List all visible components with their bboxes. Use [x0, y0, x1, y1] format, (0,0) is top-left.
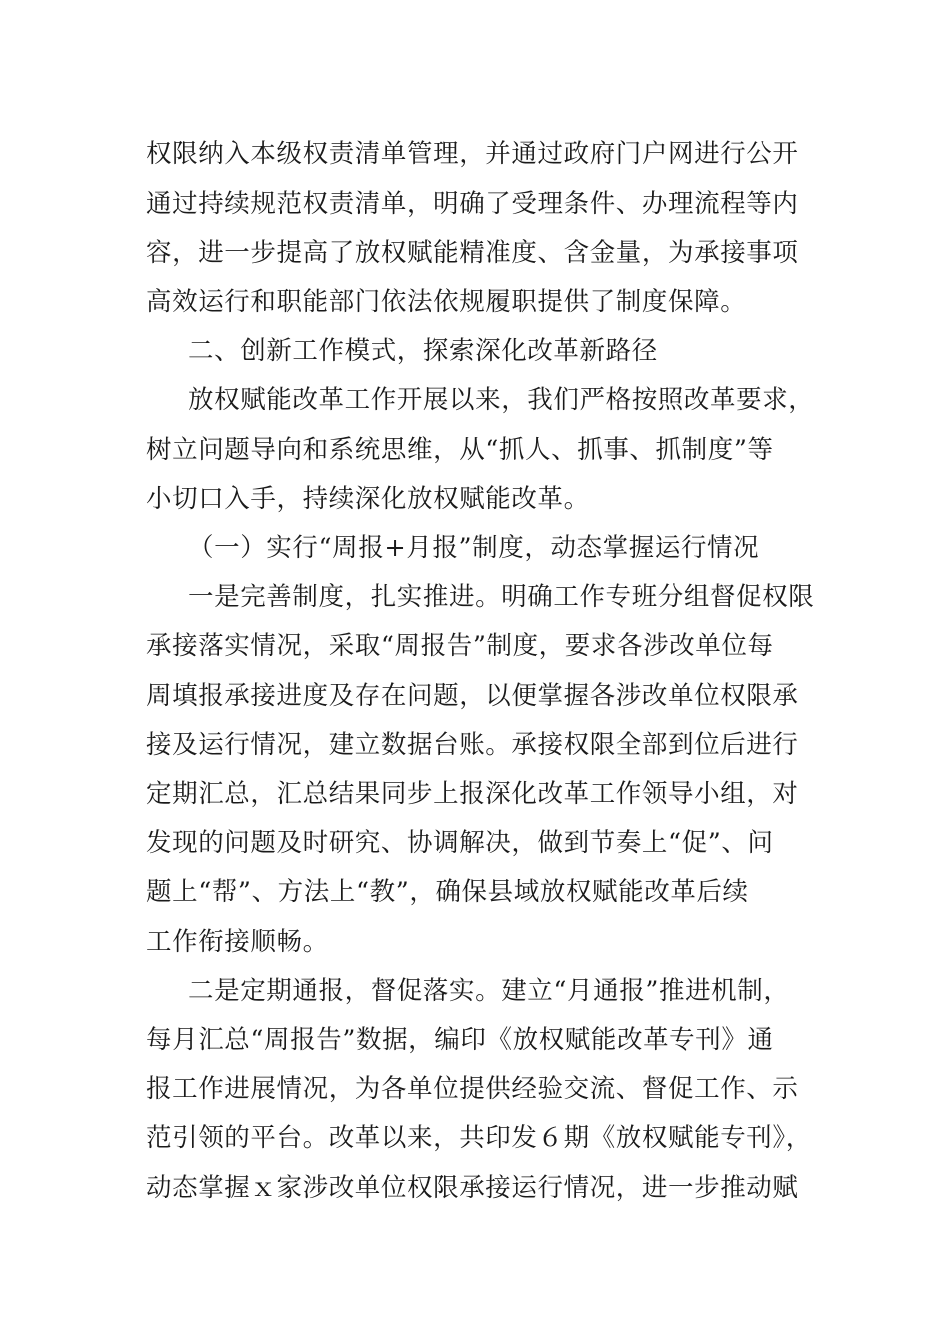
text-line: 题上“帮”、方法上“教”，确保县域放权赋能改革后续: [146, 877, 749, 907]
text-line: 定期汇总，汇总结果同步上报深化改革工作领导小组，对: [146, 779, 799, 809]
text-line: 周填报承接进度及存在问题，以便掌握各涉改单位权限承: [146, 681, 799, 711]
text-line: 容，进一步提高了放权赋能精准度、含金量，为承接事项: [146, 238, 799, 268]
text-line: 树立问题导向和系统思维，从“抓人、抓事、抓制度”等: [146, 435, 774, 465]
section-heading: 二、创新工作模式，探索深化改革新路径: [188, 336, 658, 366]
text-line: 承接落实情况，采取“周报告”制度，要求各涉改单位每: [146, 631, 774, 661]
text-line: 权限纳入本级权责清单管理，并通过政府门户网进行公开: [146, 139, 799, 169]
text-line: 发现的问题及时研究、协调解决，做到节奏上“促”、问: [146, 828, 774, 858]
text-line: 一是完善制度，扎实推进。明确工作专班分组督促权限: [188, 582, 815, 612]
text-line: 动态掌握ｘ家涉改单位权限承接运行情况，进一步推动赋: [146, 1173, 799, 1203]
text-line: 每月汇总“周报告”数据，编印《放权赋能改革专刊》通: [146, 1025, 774, 1055]
text-line: 工作衔接顺畅。: [146, 927, 329, 957]
text-line: 通过持续规范权责清单，明确了受理条件、办理流程等内: [146, 189, 799, 219]
text-line: 接及运行情况，建立数据台账。承接权限全部到位后进行: [146, 730, 799, 760]
text-line: 小切口入手，持续深化放权赋能改革。: [146, 484, 590, 514]
text-line: 二是定期通报，督促落实。建立“月通报”推进机制，: [188, 976, 790, 1006]
subsection-heading: （一）实行“周报+月报”制度，动态掌握运行情况: [188, 533, 760, 563]
text-line: 高效运行和职能部门依法依规履职提供了制度保障。: [146, 287, 747, 317]
text-line: 范引领的平台。改革以来，共印发６期《放权赋能专刊》，: [146, 1123, 812, 1153]
text-line: 放权赋能改革工作开展以来，我们严格按照改革要求，: [188, 385, 815, 415]
text-line: 报工作进展情况，为各单位提供经验交流、督促工作、示: [146, 1074, 799, 1104]
